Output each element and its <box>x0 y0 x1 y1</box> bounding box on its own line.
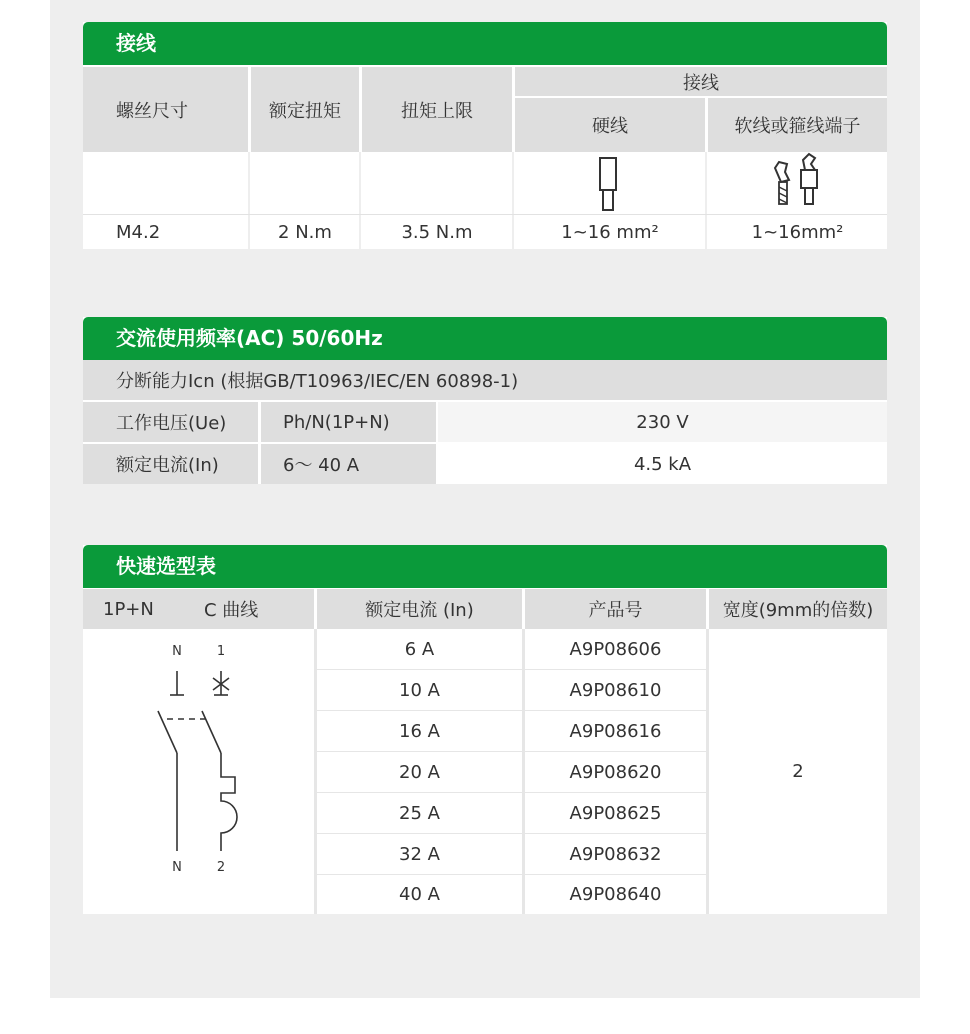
product-cell: A9P08640 <box>525 875 706 914</box>
voltage-value: 230 V <box>438 402 887 442</box>
wiring-title: 接线 <box>83 22 887 65</box>
terminal-bottom-left: N <box>172 860 182 875</box>
current-cell: 25 A <box>317 793 522 833</box>
current-cell: 32 A <box>317 834 522 874</box>
wiring-panel <box>83 22 887 249</box>
terminal-top-left: N <box>172 644 182 659</box>
current-cell: 16 A <box>317 711 522 751</box>
poles-header: 1P+N <box>103 598 154 620</box>
rated-torque-value: 2 N.m <box>251 215 359 249</box>
screw-size-value: M4.2 <box>83 215 248 249</box>
terminal-top-right: 1 <box>216 644 226 659</box>
width-header: 宽度(9mm的倍数) <box>709 589 887 629</box>
rated-current-header: 额定电流 (In) <box>317 589 522 629</box>
curve-header: C 曲线 <box>204 600 259 621</box>
product-number-header: 产品号 <box>525 589 706 629</box>
selection-title: 快速选型表 <box>83 545 887 588</box>
selection-rows <box>317 629 709 914</box>
width-value: 2 <box>709 629 887 914</box>
current-cell: 40 A <box>317 875 522 914</box>
voltage-param: Ph/N(1P+N) <box>261 402 436 442</box>
rigid-wire-value: 1~16 mm² <box>515 215 705 249</box>
current-cell: 20 A <box>317 752 522 792</box>
product-cell: A9P08632 <box>525 834 706 874</box>
torque-limit-header: 扭矩上限 <box>362 67 512 152</box>
terminal-bottom-right: 2 <box>216 860 226 875</box>
rated-torque-header: 额定扭矩 <box>251 67 359 152</box>
product-cell: A9P08620 <box>525 752 706 792</box>
screw-size-header: 螺丝尺寸 <box>83 67 248 152</box>
row-divider <box>248 215 250 249</box>
torque-limit-value: 3.5 N.m <box>362 215 512 249</box>
ac-title: 交流使用频率(AC) 50/60Hz <box>83 317 887 360</box>
circuit-diagram <box>143 643 273 903</box>
breaking-capacity-subtitle: 分断能力Icn (根据GB/T10963/IEC/EN 60898-1) <box>83 360 887 400</box>
current-cell: 6 A <box>317 629 522 669</box>
row-divider <box>512 152 514 214</box>
product-cell: A9P08610 <box>525 670 706 710</box>
row-divider <box>512 215 514 249</box>
product-cell: A9P08606 <box>525 629 706 669</box>
row-divider <box>248 152 250 214</box>
breaking-capacity-value: 4.5 kA <box>438 444 887 484</box>
selection-header-left <box>83 589 314 629</box>
ac-panel <box>83 317 887 484</box>
row-divider <box>359 215 361 249</box>
flexible-wire-icon <box>767 152 837 214</box>
current-label: 额定电流(In) <box>83 444 258 484</box>
voltage-label: 工作电压(Ue) <box>83 402 258 442</box>
flexible-wire-header: 软线或箍线端子 <box>708 98 887 152</box>
row-divider <box>705 215 707 249</box>
wiring-icon-row <box>83 152 887 214</box>
row-divider <box>359 152 361 214</box>
flexible-wire-value: 1~16mm² <box>708 215 887 249</box>
current-cell: 10 A <box>317 670 522 710</box>
selection-panel <box>83 545 887 914</box>
rigid-wire-icon <box>593 156 623 212</box>
wiring-group-header: 接线 <box>515 67 887 96</box>
row-divider <box>705 152 707 214</box>
product-cell: A9P08625 <box>525 793 706 833</box>
rigid-wire-header: 硬线 <box>515 98 705 152</box>
product-cell: A9P08616 <box>525 711 706 751</box>
current-param: 6～ 40 A <box>261 444 436 484</box>
circuit-diagram-cell <box>83 629 314 914</box>
